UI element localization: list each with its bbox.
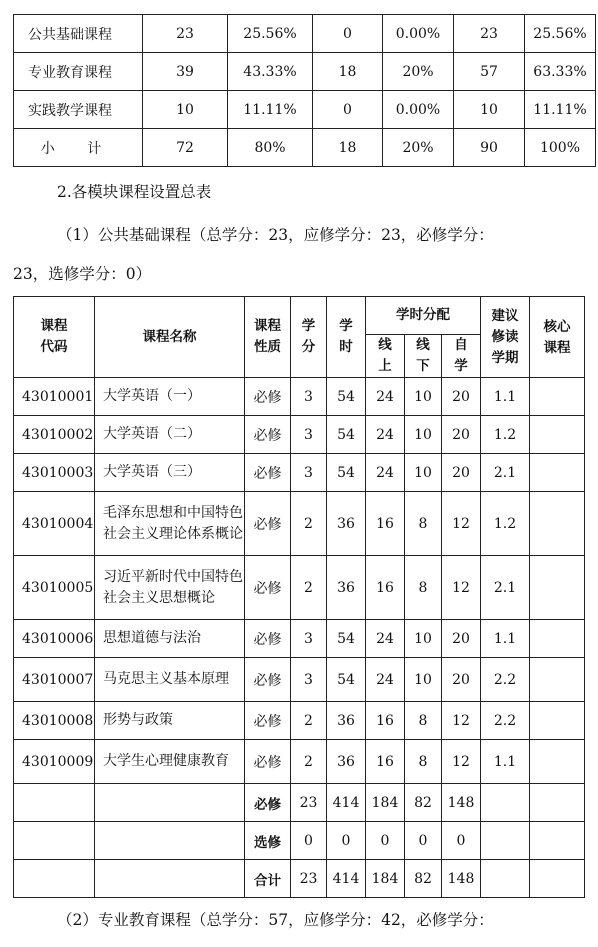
course-online: 16: [366, 556, 405, 620]
empty-cell: [530, 784, 585, 822]
course-term: 1.2: [481, 416, 530, 454]
paragraph-line: 23，选修学分：0）: [13, 265, 152, 283]
cell-value: 57: [454, 53, 525, 91]
course-hours: 36: [327, 702, 366, 740]
course-name: 大学英语（二）: [95, 416, 245, 454]
cell-value: 20%: [383, 53, 454, 91]
table-row: [14, 91, 596, 129]
empty-cell: [530, 822, 585, 860]
empty-cell: [95, 822, 245, 860]
course-name: 形势与政策: [95, 702, 245, 740]
totals-hours: 414: [327, 860, 366, 898]
empty-cell: [530, 860, 585, 898]
course-name: 大学英语（一）: [95, 378, 245, 416]
course-row: [14, 556, 585, 620]
course-row: [14, 740, 585, 784]
cell-value: 20%: [383, 129, 454, 167]
header-code: 课程代码: [14, 297, 95, 378]
course-row: [14, 620, 585, 658]
cell-value: 90: [454, 129, 525, 167]
course-hours: 54: [327, 378, 366, 416]
course-term: 2.1: [481, 454, 530, 492]
course-self: 20: [442, 378, 481, 416]
course-self: 12: [442, 556, 481, 620]
totals-credit: 23: [291, 860, 327, 898]
totals-label: 选修: [245, 822, 291, 860]
course-offline: 8: [405, 492, 442, 556]
course-credit: 3: [291, 416, 327, 454]
empty-cell: [481, 784, 530, 822]
empty-cell: [14, 784, 95, 822]
header-online: 线上: [366, 335, 405, 378]
course-offline: 10: [405, 416, 442, 454]
course-row: [14, 702, 585, 740]
empty-cell: [481, 822, 530, 860]
course-name: 大学英语（三）: [95, 454, 245, 492]
totals-online: 184: [366, 784, 405, 822]
cell-value: 43.33%: [228, 53, 313, 91]
course-hours: 54: [327, 620, 366, 658]
course-credit: 2: [291, 740, 327, 784]
course-term: 2.2: [481, 658, 530, 702]
course-code: 43010007: [14, 658, 95, 702]
course-nature: 必修: [245, 556, 291, 620]
totals-self: 148: [442, 784, 481, 822]
paragraph-line: （1）公共基础课程（总学分：23，应修学分：23，必修学分：: [57, 226, 494, 244]
course-row: [14, 454, 585, 492]
course-online: 16: [366, 492, 405, 556]
course-core: [530, 702, 585, 740]
row-label: 专业教育课程: [14, 53, 143, 91]
totals-credit: 0: [291, 822, 327, 860]
course-term: 1.1: [481, 740, 530, 784]
course-row: [14, 658, 585, 702]
course-core: [530, 658, 585, 702]
course-term: 2.2: [481, 702, 530, 740]
course-offline: 8: [405, 702, 442, 740]
course-code: 43010002: [14, 416, 95, 454]
cell-value: 11.11%: [525, 91, 596, 129]
course-offline: 8: [405, 740, 442, 784]
course-code: 43010001: [14, 378, 95, 416]
course-nature: 必修: [245, 702, 291, 740]
empty-cell: [481, 860, 530, 898]
course-self: 12: [442, 740, 481, 784]
course-offline: 10: [405, 378, 442, 416]
totals-online: 0: [366, 822, 405, 860]
table-row: [14, 15, 596, 53]
totals-offline: 0: [405, 822, 442, 860]
course-name: 马克思主义基本原理: [95, 658, 245, 702]
table-row: [14, 53, 596, 91]
totals-offline: 82: [405, 784, 442, 822]
course-credit: 3: [291, 378, 327, 416]
course-term: 1.2: [481, 492, 530, 556]
cell-value: 0: [313, 91, 383, 129]
course-offline: 8: [405, 556, 442, 620]
course-code: 43010006: [14, 620, 95, 658]
course-online: 24: [366, 378, 405, 416]
empty-cell: [95, 784, 245, 822]
course-self: 20: [442, 620, 481, 658]
cell-value: 100%: [525, 129, 596, 167]
course-row: [14, 492, 585, 556]
course-self: 20: [442, 416, 481, 454]
cell-value: 18: [313, 53, 383, 91]
course-code: 43010004: [14, 492, 95, 556]
course-self: 20: [442, 454, 481, 492]
cell-value: 63.33%: [525, 53, 596, 91]
course-term: 1.1: [481, 620, 530, 658]
header-credit: 学分: [291, 297, 327, 378]
cell-value: 0: [313, 15, 383, 53]
row-label: 实践教学课程: [14, 91, 143, 129]
course-offline: 10: [405, 658, 442, 702]
course-core: [530, 492, 585, 556]
totals-offline: 82: [405, 860, 442, 898]
course-nature: 必修: [245, 378, 291, 416]
header-term: 建议修读学期: [481, 297, 530, 378]
course-credit: 3: [291, 620, 327, 658]
cell-value: 25.56%: [525, 15, 596, 53]
cell-value: 25.56%: [228, 15, 313, 53]
course-hours: 54: [327, 416, 366, 454]
header-nature: 课程性质: [245, 297, 291, 378]
course-nature: 必修: [245, 454, 291, 492]
totals-row: [14, 860, 585, 898]
cell-value: 23: [143, 15, 228, 53]
course-core: [530, 454, 585, 492]
course-core: [530, 416, 585, 454]
header-name: 课程名称: [95, 297, 245, 378]
course-credit: 2: [291, 702, 327, 740]
course-online: 16: [366, 740, 405, 784]
cell-value: 39: [143, 53, 228, 91]
row-label: 小 计: [14, 129, 143, 167]
cell-value: 0.00%: [383, 15, 454, 53]
course-online: 24: [366, 416, 405, 454]
course-online: 16: [366, 702, 405, 740]
cell-value: 11.11%: [228, 91, 313, 129]
cell-value: 80%: [228, 129, 313, 167]
course-name: 大学生心理健康教育: [95, 740, 245, 784]
course-core: [530, 620, 585, 658]
totals-label: 合计: [245, 860, 291, 898]
course-hours: 54: [327, 658, 366, 702]
cell-value: 18: [313, 129, 383, 167]
course-name: 思想道德与法治: [95, 620, 245, 658]
course-online: 24: [366, 454, 405, 492]
credit-summary-table: [13, 14, 596, 167]
empty-cell: [95, 860, 245, 898]
course-core: [530, 740, 585, 784]
course-name: 习近平新时代中国特色社会主义思想概论: [95, 556, 245, 620]
course-term: 2.1: [481, 556, 530, 620]
header-offline: 线下: [405, 335, 442, 378]
course-nature: 必修: [245, 492, 291, 556]
course-row: [14, 416, 585, 454]
course-credit: 2: [291, 556, 327, 620]
cell-value: 10: [454, 91, 525, 129]
cell-value: 72: [143, 129, 228, 167]
totals-label: 必修: [245, 784, 291, 822]
course-nature: 必修: [245, 658, 291, 702]
course-hours: 36: [327, 740, 366, 784]
empty-cell: [14, 860, 95, 898]
totals-self: 148: [442, 860, 481, 898]
header-self: 自学: [442, 335, 481, 378]
header-hour-allocation: 学时分配: [366, 297, 481, 335]
course-hours: 36: [327, 492, 366, 556]
course-term: 1.1: [481, 378, 530, 416]
totals-row: [14, 822, 585, 860]
table-row: [14, 129, 596, 167]
totals-credit: 23: [291, 784, 327, 822]
course-name: 毛泽东思想和中国特色社会主义理论体系概论: [95, 492, 245, 556]
totals-self: 0: [442, 822, 481, 860]
header-core: 核心课程: [530, 297, 585, 378]
course-credit: 3: [291, 454, 327, 492]
cell-value: 23: [454, 15, 525, 53]
course-self: 12: [442, 492, 481, 556]
course-credit: 3: [291, 658, 327, 702]
course-offline: 10: [405, 620, 442, 658]
header-hours: 学时: [327, 297, 366, 378]
course-core: [530, 556, 585, 620]
row-label: 公共基础课程: [14, 15, 143, 53]
course-row: [14, 378, 585, 416]
section-heading: 2.各模块课程设置总表: [57, 183, 212, 201]
course-code: 43010005: [14, 556, 95, 620]
empty-cell: [14, 822, 95, 860]
course-credit: 2: [291, 492, 327, 556]
course-hours: 54: [327, 454, 366, 492]
course-code: 43010003: [14, 454, 95, 492]
cell-value: 10: [143, 91, 228, 129]
course-offline: 10: [405, 454, 442, 492]
course-online: 24: [366, 620, 405, 658]
totals-hours: 414: [327, 784, 366, 822]
course-core: [530, 378, 585, 416]
course-nature: 必修: [245, 740, 291, 784]
course-nature: 必修: [245, 416, 291, 454]
cell-value: 0.00%: [383, 91, 454, 129]
course-self: 20: [442, 658, 481, 702]
course-hours: 36: [327, 556, 366, 620]
totals-row: [14, 784, 585, 822]
course-self: 12: [442, 702, 481, 740]
course-code: 43010009: [14, 740, 95, 784]
paragraph-line: （2）专业教育课程（总学分：57，应修学分：42，必修学分：: [57, 911, 494, 929]
course-table: [13, 296, 585, 898]
totals-online: 184: [366, 860, 405, 898]
course-nature: 必修: [245, 620, 291, 658]
course-code: 43010008: [14, 702, 95, 740]
course-online: 24: [366, 658, 405, 702]
totals-hours: 0: [327, 822, 366, 860]
